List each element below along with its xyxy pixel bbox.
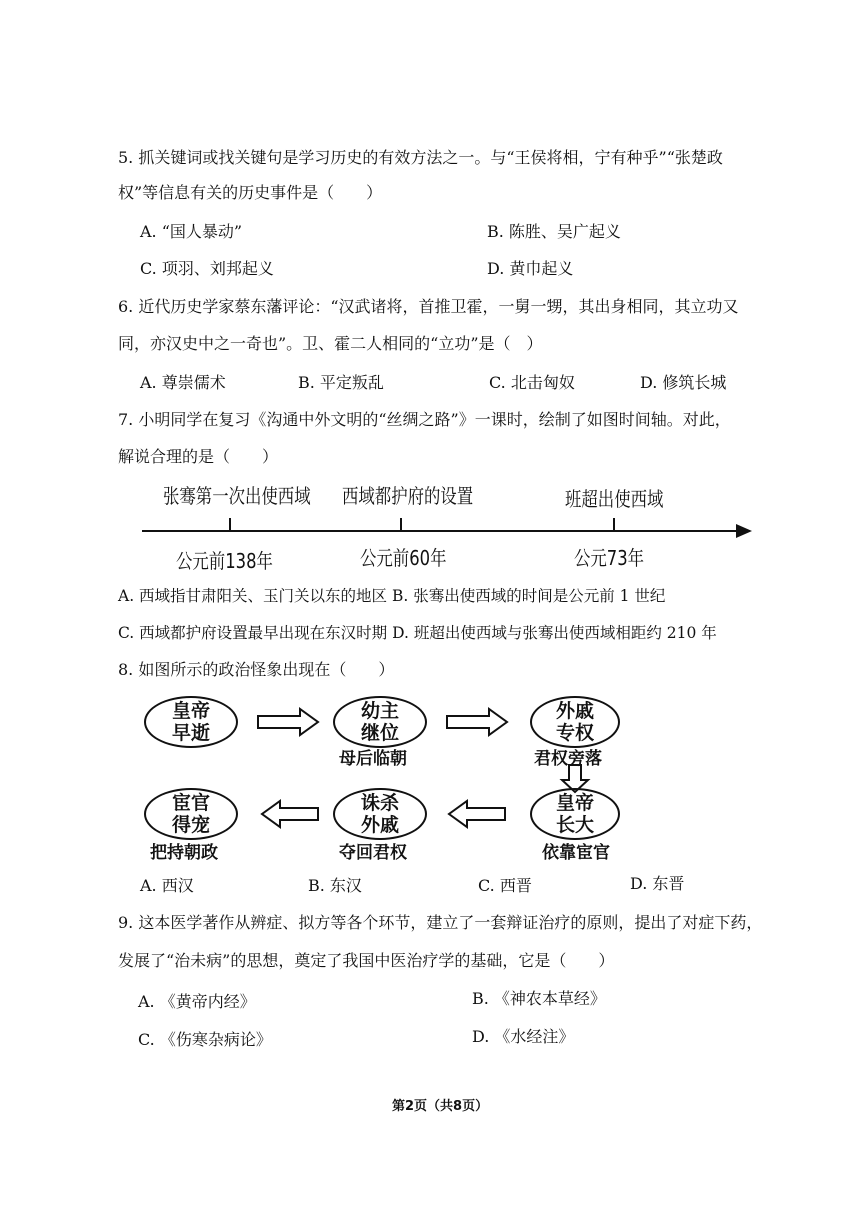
q8-stem: 8. 如图所示的政治怪象出现在（ ） [118, 660, 395, 679]
caption-control-court: 把持朝政 [150, 843, 218, 863]
node-emperor-dies-young [144, 696, 238, 748]
node-text: 宦官 [171, 792, 210, 814]
timeline-event-2: 西域都护府的设置 [342, 484, 474, 508]
page-number-footer: 第2页（共8页） [392, 1099, 489, 1114]
q8-option-a: A. 西汉 [140, 876, 194, 895]
node-child-emperor [333, 696, 427, 748]
timeline-date-3: 公元73年 [574, 546, 645, 570]
node-text: 诛杀 [360, 792, 399, 814]
q5-option-c: C. 项羽、刘邦起义 [140, 259, 274, 278]
q7-options-ab: A. 西域指甘肃阳关、玉门关以东的地区 B. 张骞出使西域的时间是公元前 1 世纪 [118, 587, 666, 605]
timeline-event-3: 班超出使西域 [565, 487, 664, 511]
node-text: 外戚 [555, 700, 594, 722]
timeline-date-2: 公元前60年 [360, 546, 447, 570]
node-consort-clan [530, 696, 620, 748]
q6-option-b: B. 平定叛乱 [298, 373, 384, 392]
node-text: 得宠 [171, 814, 210, 836]
q7-options-cd: C. 西域都护府设置最早出现在东汉时期 D. 班超出使西域与张骞出使西域相距约 210 年 [118, 624, 717, 642]
q9-stem-line2: 发展了“治未病”的思想，奠定了我国中医治疗学的基础，它是（ ） [118, 951, 615, 970]
q6-option-c: C. 北击匈奴 [489, 373, 575, 392]
node-text: 继位 [360, 722, 399, 744]
node-text: 长大 [555, 814, 594, 836]
q8-option-b: B. 东汉 [308, 876, 362, 895]
q5-stem-line2: 权”等信息有关的历史事件是（ ） [118, 183, 383, 202]
q6-option-a: A. 尊崇儒术 [140, 373, 226, 392]
caption-empress-regency: 母后临朝 [339, 749, 407, 769]
node-eunuchs-favored [144, 788, 238, 840]
caption-rely-eunuchs: 依靠宦官 [542, 843, 610, 863]
q9-option-d: D. 《水经注》 [472, 1027, 575, 1046]
q5-stem-line1: 5. 抓关键词或找关键句是学习历史的有效方法之一。与“王侯将相，宁有种乎”“张楚政 [118, 148, 723, 167]
node-text: 外戚 [360, 814, 399, 836]
node-kill-consorts [333, 788, 427, 840]
node-text: 皇帝 [555, 792, 594, 814]
node-text: 幼主 [360, 700, 399, 722]
q5-option-a: A. “国人暴动” [140, 222, 243, 241]
q7-stem-line2: 解说合理的是（ ） [118, 447, 279, 466]
q6-stem-line2: 同，亦汉史中之一奇也”。卫、霍二人相同的“立功”是（ ） [118, 334, 543, 353]
timeline-event-1: 张骞第一次出使西域 [163, 484, 311, 508]
q9-option-a: A. 《黄帝内经》 [138, 992, 256, 1011]
q6-option-d: D. 修筑长城 [640, 373, 727, 392]
q5-option-b: B. 陈胜、吴广起义 [487, 222, 621, 241]
node-text: 早逝 [171, 722, 210, 744]
node-text: 专权 [555, 722, 594, 744]
q9-option-b: B. 《神农本草经》 [472, 989, 606, 1008]
timeline-date-1: 公元前138年 [176, 549, 273, 573]
caption-reclaim-power: 夺回君权 [339, 843, 407, 863]
q9-stem-line1: 9. 这本医学著作从辨症、拟方等各个环节，建立了一套辩证治疗的原则，提出了对症下药， [118, 913, 763, 932]
q8-option-c: C. 西晋 [478, 876, 532, 895]
node-text: 皇帝 [171, 700, 210, 722]
q7-stem-line1: 7. 小明同学在复习《沟通中外文明的“丝绸之路”》一课时，绘制了如图时间轴。对此， [118, 410, 731, 429]
q6-stem-line1: 6. 近代历史学家蔡东藩评论：“汉武诸将，首推卫霍，一舅一甥，其出身相同，其立功又 [118, 297, 739, 316]
q8-option-d: D. 东晋 [630, 874, 685, 893]
node-emperor-grows-up [530, 788, 620, 840]
caption-power-lost: 君权旁落 [534, 749, 602, 769]
q9-option-c: C. 《伤寒杂病论》 [138, 1030, 272, 1049]
q5-option-d: D. 黄巾起义 [487, 259, 574, 278]
